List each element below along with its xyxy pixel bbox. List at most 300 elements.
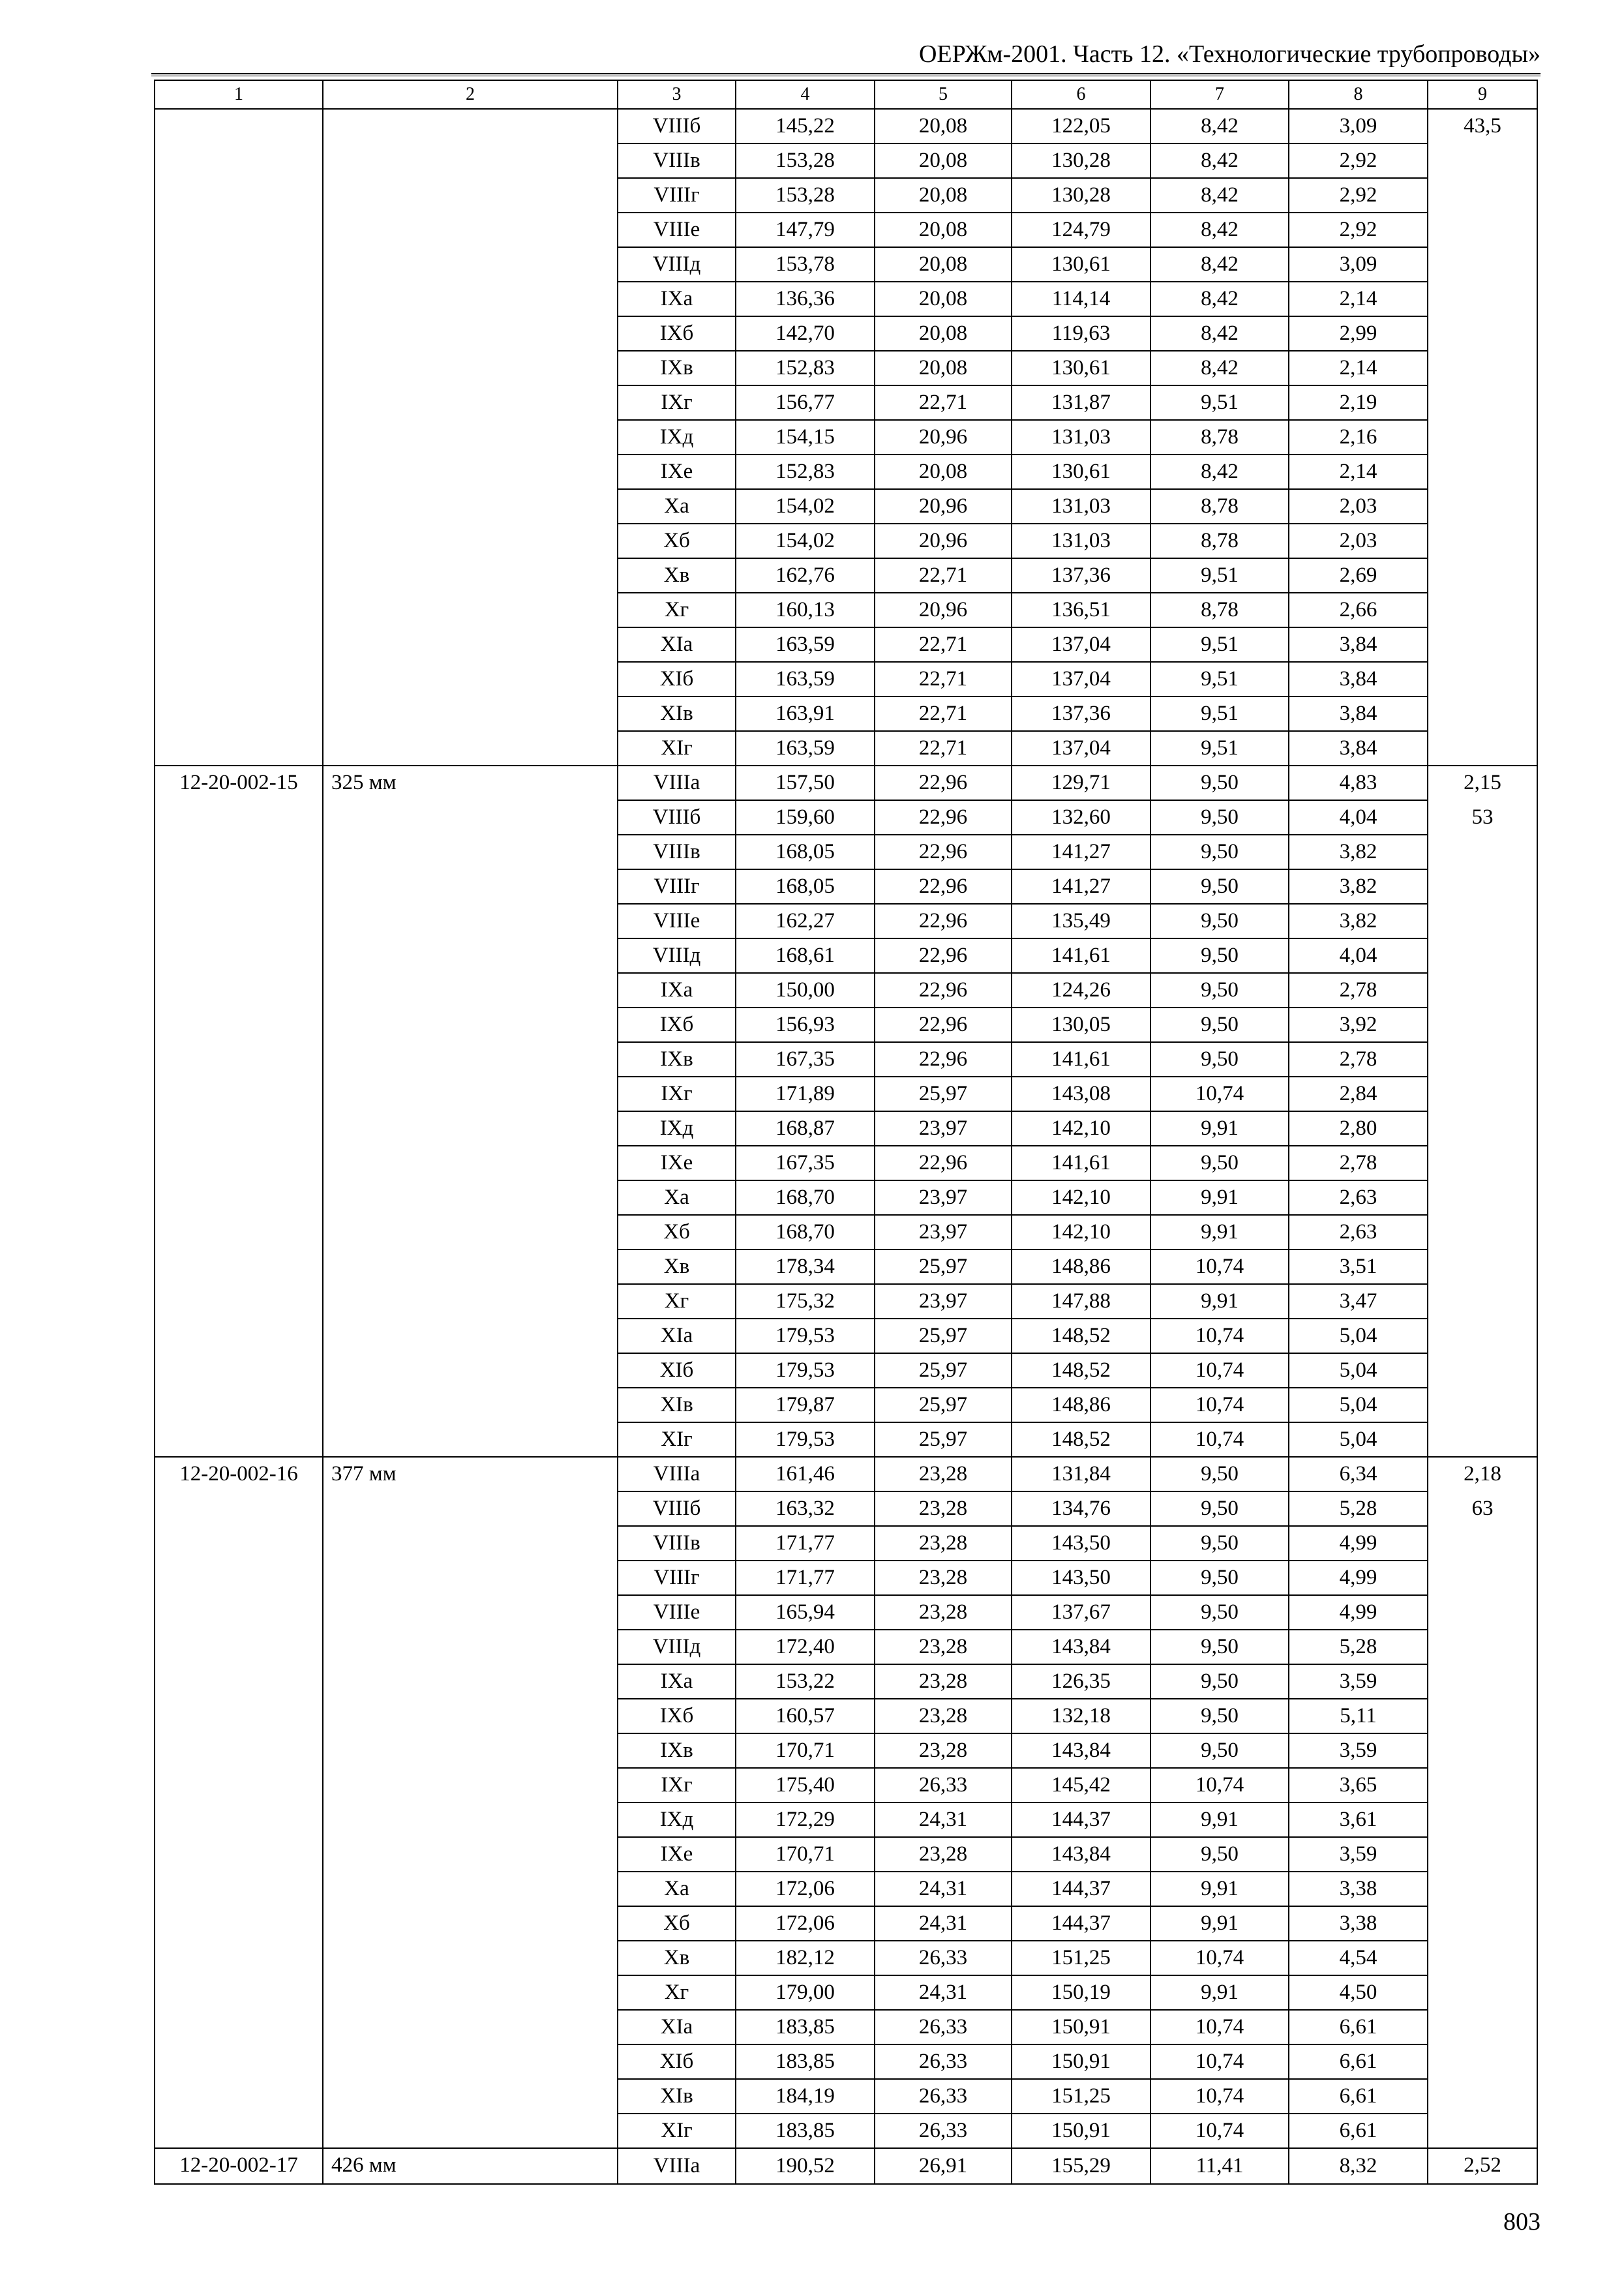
col4-cell: 168,05	[736, 835, 875, 869]
col4-cell: 156,93	[736, 1008, 875, 1042]
col8-cell: 3,82	[1289, 835, 1428, 869]
col7-cell: 9,50	[1150, 1146, 1289, 1180]
col7-cell: 9,50	[1150, 1699, 1289, 1733]
col8-cell: 2,19	[1289, 385, 1428, 420]
col5-cell: 23,97	[875, 1180, 1012, 1215]
col5-cell: 24,31	[875, 1803, 1012, 1837]
col8-cell: 3,84	[1289, 696, 1428, 731]
col7-cell: 9,50	[1150, 1457, 1289, 1491]
grade-cell: VIIIб	[618, 109, 736, 143]
code-cell: 12-20-002-17	[155, 2148, 323, 2184]
col7-cell: 9,50	[1150, 1595, 1289, 1630]
col6-cell: 147,88	[1012, 1284, 1150, 1319]
col8-cell: 4,83	[1289, 766, 1428, 800]
col6-cell: 130,61	[1012, 351, 1150, 385]
col7-cell: 10,74	[1150, 1353, 1289, 1388]
col5-cell: 20,96	[875, 593, 1012, 627]
col4-cell: 178,34	[736, 1249, 875, 1284]
col5-cell: 23,97	[875, 1111, 1012, 1146]
grade-cell: VIIIб	[618, 1491, 736, 1526]
col6-cell: 148,52	[1012, 1319, 1150, 1353]
col7-cell: 8,42	[1150, 455, 1289, 489]
col6-cell: 151,25	[1012, 1941, 1150, 1975]
col8-cell: 3,84	[1289, 731, 1428, 766]
col6-cell: 137,04	[1012, 662, 1150, 696]
col7-cell: 8,78	[1150, 420, 1289, 455]
column-header: 2	[323, 80, 618, 109]
col7-cell: 8,42	[1150, 282, 1289, 316]
col6-cell: 151,25	[1012, 2079, 1150, 2114]
col7-cell: 9,50	[1150, 766, 1289, 800]
col4-cell: 168,87	[736, 1111, 875, 1146]
table-row	[155, 1457, 1537, 1491]
col5-cell: 23,28	[875, 1664, 1012, 1699]
col7-cell: 11,41	[1150, 2148, 1289, 2184]
grade-cell: IXг	[618, 1077, 736, 1111]
col8-cell: 3,82	[1289, 904, 1428, 938]
grade-cell: VIIIв	[618, 835, 736, 869]
col5-cell: 24,31	[875, 1906, 1012, 1941]
col8-cell: 4,54	[1289, 1941, 1428, 1975]
grade-cell: IXб	[618, 1699, 736, 1733]
col4-cell: 165,94	[736, 1595, 875, 1630]
col6-cell: 137,04	[1012, 731, 1150, 766]
col7-cell: 10,74	[1150, 2010, 1289, 2044]
grade-cell: VIIIе	[618, 904, 736, 938]
grade-cell: XIв	[618, 1388, 736, 1422]
col8-cell: 4,04	[1289, 938, 1428, 973]
col8-cell: 4,99	[1289, 1526, 1428, 1561]
col6-cell: 130,05	[1012, 1008, 1150, 1042]
col5-cell: 20,08	[875, 316, 1012, 351]
size-cell: 426 мм	[323, 2148, 618, 2184]
col8-cell: 2,14	[1289, 455, 1428, 489]
col6-cell: 144,37	[1012, 1803, 1150, 1837]
col4-cell: 167,35	[736, 1042, 875, 1077]
col8-cell: 2,78	[1289, 973, 1428, 1008]
col8-cell: 6,61	[1289, 2010, 1428, 2044]
col4-cell: 175,40	[736, 1768, 875, 1803]
col8-cell: 3,51	[1289, 1249, 1428, 1284]
grade-cell: VIIIв	[618, 1526, 736, 1561]
col6-cell: 143,84	[1012, 1630, 1150, 1664]
table-row	[155, 109, 1537, 143]
grade-cell: IXд	[618, 1803, 736, 1837]
col5-cell: 23,28	[875, 1457, 1012, 1491]
col4-cell: 153,78	[736, 247, 875, 282]
col8-cell: 8,32	[1289, 2148, 1428, 2184]
col5-cell: 26,33	[875, 2010, 1012, 2044]
col8-cell: 3,84	[1289, 627, 1428, 662]
column-header: 8	[1289, 80, 1428, 109]
col6-cell: 137,67	[1012, 1595, 1150, 1630]
grade-cell: XIа	[618, 1319, 736, 1353]
col6-cell: 122,05	[1012, 109, 1150, 143]
col6-cell: 142,10	[1012, 1180, 1150, 1215]
col8-cell: 2,14	[1289, 282, 1428, 316]
grade-cell: VIIIг	[618, 869, 736, 904]
col4-cell: 179,53	[736, 1422, 875, 1457]
col8-cell: 5,04	[1289, 1422, 1428, 1457]
col4-cell: 179,00	[736, 1975, 875, 2010]
col5-cell: 20,08	[875, 178, 1012, 213]
col5-cell: 26,33	[875, 2044, 1012, 2079]
col8-cell: 4,99	[1289, 1595, 1428, 1630]
col5-cell: 26,33	[875, 2079, 1012, 2114]
code-cell: 12-20-002-15	[155, 766, 323, 1457]
col9-value: 63	[1471, 1497, 1494, 1520]
col5-cell: 24,31	[875, 1872, 1012, 1906]
col5-cell: 20,08	[875, 213, 1012, 247]
rates-table	[154, 80, 1538, 2185]
col5-cell: 20,96	[875, 524, 1012, 558]
grade-cell: VIIIе	[618, 213, 736, 247]
column-header: 1	[155, 80, 323, 109]
col8-cell: 3,09	[1289, 247, 1428, 282]
col6-cell: 137,36	[1012, 696, 1150, 731]
size-cell	[323, 109, 618, 766]
col5-cell: 22,96	[875, 1042, 1012, 1077]
col8-cell: 3,59	[1289, 1733, 1428, 1768]
grade-cell: VIIIа	[618, 1457, 736, 1491]
grade-cell: VIIIа	[618, 766, 736, 800]
col6-cell: 126,35	[1012, 1664, 1150, 1699]
col4-cell: 175,32	[736, 1284, 875, 1319]
grade-cell: IXд	[618, 420, 736, 455]
col6-cell: 148,86	[1012, 1249, 1150, 1284]
col8-cell: 5,28	[1289, 1491, 1428, 1526]
col8-cell: 4,04	[1289, 800, 1428, 835]
col6-cell: 137,04	[1012, 627, 1150, 662]
col8-cell: 2,03	[1289, 489, 1428, 524]
col4-cell: 179,53	[736, 1353, 875, 1388]
col4-cell: 159,60	[736, 800, 875, 835]
col4-cell: 153,28	[736, 143, 875, 178]
col4-cell: 136,36	[736, 282, 875, 316]
grade-cell: IXе	[618, 1837, 736, 1872]
col5-cell: 22,71	[875, 696, 1012, 731]
col7-cell: 9,50	[1150, 869, 1289, 904]
grade-cell: IXа	[618, 282, 736, 316]
col6-cell: 143,50	[1012, 1526, 1150, 1561]
col6-cell: 144,37	[1012, 1906, 1150, 1941]
size-cell: 377 мм	[323, 1457, 618, 2148]
col6-cell: 119,63	[1012, 316, 1150, 351]
column-header: 4	[736, 80, 875, 109]
col7-cell: 9,51	[1150, 731, 1289, 766]
col7-cell: 9,50	[1150, 1042, 1289, 1077]
col8-cell: 2,63	[1289, 1215, 1428, 1249]
col7-cell: 9,91	[1150, 1215, 1289, 1249]
grade-cell: VIIIа	[618, 2148, 736, 2184]
col9-cell	[1428, 766, 1537, 1457]
col5-cell: 24,31	[875, 1975, 1012, 2010]
col6-cell: 130,61	[1012, 455, 1150, 489]
col5-cell: 23,28	[875, 1630, 1012, 1664]
col8-cell: 3,59	[1289, 1664, 1428, 1699]
col6-cell: 137,36	[1012, 558, 1150, 593]
col5-cell: 22,71	[875, 385, 1012, 420]
grade-cell: VIIIг	[618, 1561, 736, 1595]
col8-cell: 2,78	[1289, 1146, 1428, 1180]
col6-cell: 135,49	[1012, 904, 1150, 938]
grade-cell: Xв	[618, 558, 736, 593]
grade-cell: VIIIд	[618, 1630, 736, 1664]
col6-cell: 131,84	[1012, 1457, 1150, 1491]
col4-cell: 183,85	[736, 2010, 875, 2044]
col6-cell: 143,50	[1012, 1561, 1150, 1595]
col7-cell: 8,42	[1150, 213, 1289, 247]
col7-cell: 9,91	[1150, 1975, 1289, 2010]
col4-cell: 163,59	[736, 662, 875, 696]
col4-cell: 160,57	[736, 1699, 875, 1733]
col7-cell: 10,74	[1150, 1941, 1289, 1975]
grade-cell: IXв	[618, 351, 736, 385]
column-header: 5	[875, 80, 1012, 109]
col7-cell: 8,78	[1150, 524, 1289, 558]
col4-cell: 183,85	[736, 2044, 875, 2079]
col4-cell: 190,52	[736, 2148, 875, 2184]
grade-cell: Xг	[618, 593, 736, 627]
col8-cell: 5,04	[1289, 1353, 1428, 1388]
col5-cell: 20,08	[875, 455, 1012, 489]
col7-cell: 9,91	[1150, 1111, 1289, 1146]
table-row	[155, 766, 1537, 800]
col8-cell: 6,34	[1289, 1457, 1428, 1491]
col5-cell: 26,91	[875, 2148, 1012, 2184]
col4-cell: 171,89	[736, 1077, 875, 1111]
col4-cell: 152,83	[736, 351, 875, 385]
grade-cell: Xб	[618, 524, 736, 558]
col4-cell: 163,91	[736, 696, 875, 731]
col5-cell: 20,96	[875, 489, 1012, 524]
col4-cell: 157,50	[736, 766, 875, 800]
col4-cell: 170,71	[736, 1733, 875, 1768]
table-body	[155, 109, 1537, 2184]
col7-cell: 10,74	[1150, 1319, 1289, 1353]
col6-cell: 131,03	[1012, 489, 1150, 524]
col7-cell: 10,74	[1150, 2114, 1289, 2148]
grade-cell: IXа	[618, 1664, 736, 1699]
col4-cell: 153,28	[736, 178, 875, 213]
grade-cell: XIв	[618, 2079, 736, 2114]
col6-cell: 136,51	[1012, 593, 1150, 627]
grade-cell: VIIIб	[618, 800, 736, 835]
col8-cell: 5,04	[1289, 1319, 1428, 1353]
grade-cell: Xг	[618, 1284, 736, 1319]
col4-cell: 168,70	[736, 1180, 875, 1215]
col7-cell: 9,50	[1150, 1491, 1289, 1526]
col8-cell: 2,78	[1289, 1042, 1428, 1077]
col8-cell: 3,84	[1289, 662, 1428, 696]
grade-cell: IXе	[618, 455, 736, 489]
col4-cell: 172,29	[736, 1803, 875, 1837]
col5-cell: 20,96	[875, 420, 1012, 455]
col4-cell: 168,61	[736, 938, 875, 973]
col5-cell: 22,96	[875, 835, 1012, 869]
col8-cell: 2,92	[1289, 178, 1428, 213]
col6-cell: 145,42	[1012, 1768, 1150, 1803]
col5-cell: 23,28	[875, 1837, 1012, 1872]
col6-cell: 150,91	[1012, 2114, 1150, 2148]
grade-cell: IXв	[618, 1733, 736, 1768]
col6-cell: 141,61	[1012, 1146, 1150, 1180]
grade-cell: XIг	[618, 731, 736, 766]
col5-cell: 20,08	[875, 109, 1012, 143]
page-header: ОЕРЖм-2001. Часть 12. «Технологические трубопроводы»	[918, 40, 1541, 68]
col7-cell: 10,74	[1150, 2044, 1289, 2079]
col8-cell: 5,04	[1289, 1388, 1428, 1422]
col4-cell: 172,40	[736, 1630, 875, 1664]
col7-cell: 9,50	[1150, 835, 1289, 869]
col7-cell: 8,42	[1150, 316, 1289, 351]
col8-cell: 2,80	[1289, 1111, 1428, 1146]
grade-cell: IXв	[618, 1042, 736, 1077]
col6-cell: 124,26	[1012, 973, 1150, 1008]
grade-cell: XIг	[618, 1422, 736, 1457]
col6-cell: 150,91	[1012, 2010, 1150, 2044]
col7-cell: 9,50	[1150, 1526, 1289, 1561]
col4-cell: 184,19	[736, 2079, 875, 2114]
col4-cell: 160,13	[736, 593, 875, 627]
grade-cell: XIб	[618, 1353, 736, 1388]
col5-cell: 25,97	[875, 1319, 1012, 1353]
grade-cell: Xа	[618, 1180, 736, 1215]
col4-cell: 156,77	[736, 385, 875, 420]
col7-cell: 9,51	[1150, 627, 1289, 662]
col8-cell: 2,16	[1289, 420, 1428, 455]
col5-cell: 23,97	[875, 1215, 1012, 1249]
col6-cell: 114,14	[1012, 282, 1150, 316]
col8-cell: 6,61	[1289, 2044, 1428, 2079]
col8-cell: 2,92	[1289, 213, 1428, 247]
col9-cell	[1428, 2148, 1537, 2184]
col5-cell: 23,28	[875, 1595, 1012, 1630]
col4-cell: 162,76	[736, 558, 875, 593]
col5-cell: 25,97	[875, 1077, 1012, 1111]
col5-cell: 20,08	[875, 282, 1012, 316]
col5-cell: 22,71	[875, 558, 1012, 593]
col6-cell: 130,28	[1012, 178, 1150, 213]
table-row	[155, 2148, 1537, 2184]
col6-cell: 142,10	[1012, 1111, 1150, 1146]
grade-cell: XIа	[618, 627, 736, 662]
col4-cell: 167,35	[736, 1146, 875, 1180]
col7-cell: 8,42	[1150, 143, 1289, 178]
col7-cell: 9,91	[1150, 1872, 1289, 1906]
col8-cell: 5,11	[1289, 1699, 1428, 1733]
col4-cell: 182,12	[736, 1941, 875, 1975]
col7-cell: 10,74	[1150, 1249, 1289, 1284]
col8-cell: 2,03	[1289, 524, 1428, 558]
grade-cell: VIIIе	[618, 1595, 736, 1630]
col8-cell: 2,99	[1289, 316, 1428, 351]
col4-cell: 163,59	[736, 627, 875, 662]
col5-cell: 20,08	[875, 143, 1012, 178]
col5-cell: 22,96	[875, 800, 1012, 835]
col5-cell: 22,96	[875, 869, 1012, 904]
col7-cell: 9,50	[1150, 1630, 1289, 1664]
col6-cell: 130,28	[1012, 143, 1150, 178]
col9-value: 2,18	[1464, 1462, 1501, 1486]
col6-cell: 148,52	[1012, 1422, 1150, 1457]
col7-cell: 10,74	[1150, 1768, 1289, 1803]
col9-value: 2,15	[1464, 771, 1501, 794]
grade-cell: IXб	[618, 316, 736, 351]
col5-cell: 20,08	[875, 351, 1012, 385]
col4-cell: 150,00	[736, 973, 875, 1008]
col6-cell: 131,87	[1012, 385, 1150, 420]
grade-cell: Xг	[618, 1975, 736, 2010]
col7-cell: 10,74	[1150, 1077, 1289, 1111]
col7-cell: 9,50	[1150, 1837, 1289, 1872]
col8-cell: 3,61	[1289, 1803, 1428, 1837]
col8-cell: 3,38	[1289, 1872, 1428, 1906]
col8-cell: 3,92	[1289, 1008, 1428, 1042]
col7-cell: 9,91	[1150, 1906, 1289, 1941]
col6-cell: 143,84	[1012, 1837, 1150, 1872]
col7-cell: 8,78	[1150, 489, 1289, 524]
col8-cell: 3,47	[1289, 1284, 1428, 1319]
col7-cell: 9,91	[1150, 1803, 1289, 1837]
col7-cell: 8,42	[1150, 247, 1289, 282]
col6-cell: 141,27	[1012, 869, 1150, 904]
code-cell	[155, 109, 323, 766]
col5-cell: 23,97	[875, 1284, 1012, 1319]
col4-cell: 147,79	[736, 213, 875, 247]
col6-cell: 155,29	[1012, 2148, 1150, 2184]
col8-cell: 2,66	[1289, 593, 1428, 627]
col4-cell: 171,77	[736, 1526, 875, 1561]
col8-cell: 2,63	[1289, 1180, 1428, 1215]
col9-cell	[1428, 109, 1537, 766]
col5-cell: 23,28	[875, 1491, 1012, 1526]
col5-cell: 22,96	[875, 766, 1012, 800]
col4-cell: 145,22	[736, 109, 875, 143]
col8-cell: 4,50	[1289, 1975, 1428, 2010]
column-header: 6	[1012, 80, 1150, 109]
col6-cell: 150,19	[1012, 1975, 1150, 2010]
col8-cell: 3,38	[1289, 1906, 1428, 1941]
col7-cell: 9,50	[1150, 904, 1289, 938]
col4-cell: 172,06	[736, 1906, 875, 1941]
col7-cell: 8,42	[1150, 178, 1289, 213]
col4-cell: 161,46	[736, 1457, 875, 1491]
col4-cell: 154,02	[736, 489, 875, 524]
col7-cell: 9,51	[1150, 696, 1289, 731]
col7-cell: 9,91	[1150, 1284, 1289, 1319]
col4-cell: 170,71	[736, 1837, 875, 1872]
col5-cell: 23,28	[875, 1733, 1012, 1768]
col7-cell: 9,91	[1150, 1180, 1289, 1215]
col4-cell: 179,53	[736, 1319, 875, 1353]
col7-cell: 9,50	[1150, 1733, 1289, 1768]
col7-cell: 9,51	[1150, 385, 1289, 420]
col7-cell: 9,50	[1150, 1008, 1289, 1042]
col8-cell: 5,28	[1289, 1630, 1428, 1664]
col4-cell: 171,77	[736, 1561, 875, 1595]
col8-cell: 4,99	[1289, 1561, 1428, 1595]
col7-cell: 9,51	[1150, 558, 1289, 593]
col7-cell: 8,42	[1150, 351, 1289, 385]
col4-cell: 168,70	[736, 1215, 875, 1249]
grade-cell: XIв	[618, 696, 736, 731]
col4-cell: 152,83	[736, 455, 875, 489]
col5-cell: 26,33	[875, 2114, 1012, 2148]
col6-cell: 124,79	[1012, 213, 1150, 247]
col5-cell: 23,28	[875, 1526, 1012, 1561]
col4-cell: 183,85	[736, 2114, 875, 2148]
